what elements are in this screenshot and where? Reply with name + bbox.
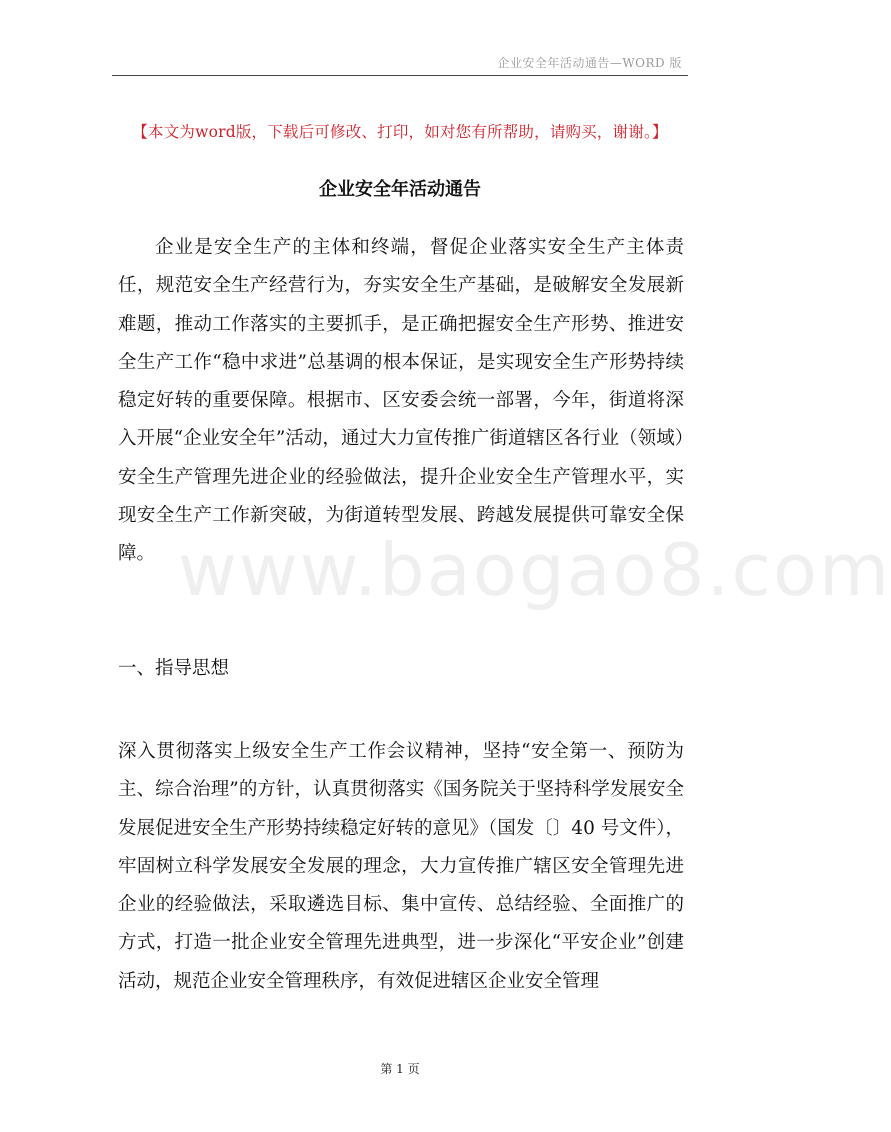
running-header: 企业安全年活动通告—WORD 版: [497, 56, 682, 70]
guiding-thought-paragraph: 深入贯彻落实上级安全生产工作会议精神，坚持“安全第一、预防为主、综合治理”的方针，认真贯彻落实《国务院关于坚持科学发展安全发展促进安全生产形势持续稳定好转的意见》（国发〔〕40 号文件），牢固树立科学发展安全发展的理念，大力宣传推广辖区安全管理先进企业的经验做法，采取遴选目标、集中宣传、总结经验、全面推广的方式，打造一批企业安全管理先进典型，进一步深化“平安企业”创建活动，规范企业安全管理秩序，有效促进辖区企业安全管理: [118, 741, 684, 992]
page-number: 第 1 页: [380, 1062, 420, 1076]
header-divider: [112, 75, 688, 76]
purchase-notice: 【本文为word版，下载后可修改、打印，如对您有所帮助，请购买，谢谢。】: [132, 123, 668, 141]
section-heading-guiding-thought: 一、指导思想: [118, 658, 230, 679]
document-title: 企业安全年活动通告: [319, 179, 481, 200]
watermark: www.baogao8.com: [178, 528, 891, 612]
intro-paragraph: 企业是安全生产的主体和终端，督促企业落实安全生产主体责任，规范安全生产经营行为，夯实安全生产基础，是破解安全发展新难题，推动工作落实的主要抓手，是正确把握安全生产形势、推进安全生产工作“稳中求进”总基调的根本保证，是实现安全生产形势持续稳定好转的重要保障。根据市、区安委会统一部署，今年，街道将深入开展“企业安全年”活动，通过大力宣传推广街道辖区各行业（领域）安全生产管理先进企业的经验做法，提升企业安全生产管理水平，实现安全生产工作新突破，为街道转型发展、跨越发展提供可靠安全保障。: [118, 237, 684, 565]
